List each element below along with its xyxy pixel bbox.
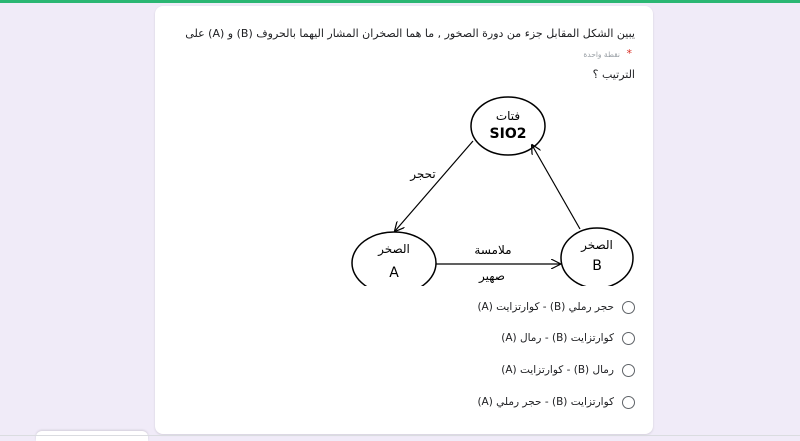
question-title — [173, 24, 635, 85]
option-2[interactable] — [501, 327, 635, 349]
radio-button[interactable] — [622, 396, 635, 409]
points-label: نقطة واحدة — [583, 50, 620, 59]
right-node-label: الصخر — [581, 238, 613, 252]
option-4[interactable] — [477, 391, 635, 413]
left-node-label: الصخر — [378, 242, 410, 256]
arrow-label-lithification: تحجر — [410, 167, 436, 181]
arrow-label-magma: صهير — [479, 269, 505, 283]
next-card-edge — [36, 431, 148, 441]
radio-button[interactable] — [622, 364, 635, 377]
option-3[interactable] — [501, 359, 635, 381]
option-label: كوارتزايت (B) - حجر رملي (A) — [477, 396, 614, 408]
option-1[interactable] — [477, 296, 635, 318]
arrow-right-to-top — [532, 145, 580, 229]
arrow-top-to-left — [395, 141, 473, 231]
form-top-accent-bar — [0, 0, 800, 3]
option-label: كوارتزايت (B) - رمال (A) — [501, 332, 614, 344]
radio-button[interactable] — [622, 301, 635, 314]
arrow-label-contact: ملامسة — [474, 243, 512, 257]
top-node-label: فتات — [495, 109, 521, 123]
question-text: يبين الشكل المقابل جزء من دورة الصخور , ما هما الصخران المشار اليهما بالحروف (B) و (A) على — [185, 27, 635, 40]
left-node-letter: A — [389, 265, 399, 281]
question-text-line2: الترتيب ؟ — [592, 68, 635, 81]
rock-cycle-diagram — [155, 86, 653, 286]
right-node-ellipse — [561, 228, 633, 286]
top-node-formula: SIO2 — [489, 126, 527, 142]
option-label: رمال (B) - كوارتزايت (A) — [501, 364, 614, 376]
radio-button[interactable] — [622, 332, 635, 345]
right-node-letter: B — [592, 258, 602, 274]
option-label: حجر رملي (B) - كوارتزايت (A) — [477, 301, 614, 313]
required-asterisk: * — [626, 47, 632, 60]
question-card — [155, 6, 653, 434]
bottom-divider — [0, 435, 800, 436]
